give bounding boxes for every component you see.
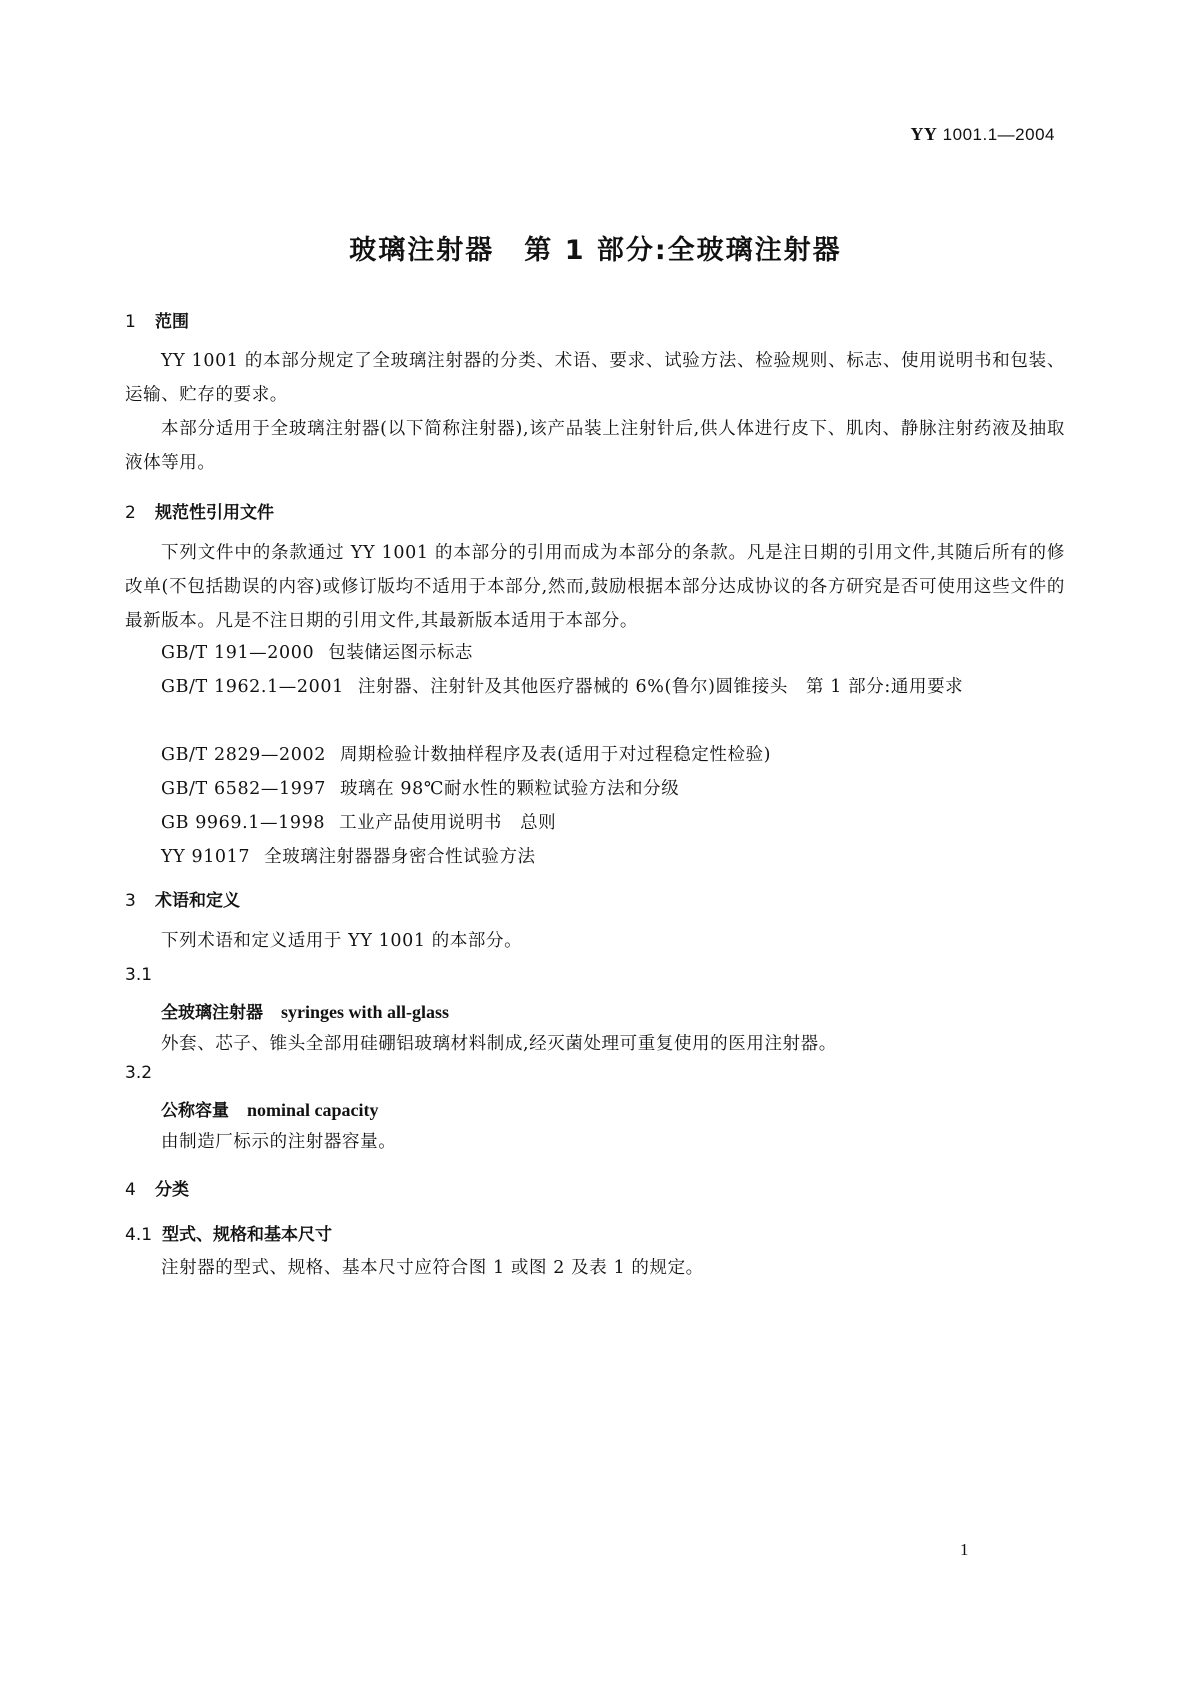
page-number: 1 — [960, 1540, 969, 1559]
section-2-intro: 下列文件中的条款通过 YY 1001 的本部分的引用而成为本部分的条款。凡是注日期的引用文件,其随后所有的修改单(不包括勘误的内容)或修订版均不适用于本部分,然而,鼓励根据本部分达成协议的各方研究是否可使用这些文件的最新版本。凡是不注日期的引用文件,其最新版本适用于本部分。 — [125, 543, 1065, 631]
reference-item: YY 91017 全玻璃注射器器身密合性试验方法 — [161, 847, 536, 867]
term-number: 3.1 — [125, 965, 153, 985]
standard-number: 1001.1—2004 — [942, 125, 1055, 144]
title-part: 第 1 部分:全玻璃注射器 — [524, 235, 842, 266]
section-3-intro: 下列术语和定义适用于 YY 1001 的本部分。 — [161, 931, 523, 951]
term-heading: 公称容量 nominal capacity — [161, 1100, 379, 1121]
reference-item: GB/T 1962.1—2001 注射器、注射针及其他医疗器械的 6%(鲁尔)圆锥接头 第 1 部分:通用要求 — [161, 677, 964, 697]
section-3-heading: 3 术语和定义 — [125, 891, 240, 911]
term-definition: 由制造厂标示的注射器容量。 — [161, 1132, 397, 1152]
subsection-4-1-heading: 4.1 型式、规格和基本尺寸 — [125, 1225, 333, 1245]
section-1-paragraph-2: 本部分适用于全玻璃注射器(以下简称注射器),该产品装上注射针后,供人体进行皮下、肌肉、静脉注射药液及抽取液体等用。 — [125, 419, 1065, 473]
term-number: 3.2 — [125, 1063, 153, 1083]
document-title — [0, 228, 1191, 267]
section-2-heading: 2 规范性引用文件 — [125, 503, 274, 523]
section-1-heading: 1 范围 — [125, 312, 189, 332]
section-4-heading: 4 分类 — [125, 1180, 189, 1200]
reference-item: GB/T 2829—2002 周期检验计数抽样程序及表(适用于对过程稳定性检验) — [161, 745, 772, 765]
section-1-paragraph-1: YY 1001 的本部分规定了全玻璃注射器的分类、术语、要求、试验方法、检验规则、标志、使用说明书和包装、运输、贮存的要求。 — [125, 351, 1065, 405]
standard-code — [910, 124, 1055, 145]
reference-item: GB/T 6582—1997 玻璃在 98℃耐水性的颗粒试验方法和分级 — [161, 779, 680, 799]
reference-item: GB 9969.1—1998 工业产品使用说明书 总则 — [161, 813, 557, 833]
title-main: 玻璃注射器 — [349, 235, 495, 266]
standard-prefix: YY — [910, 124, 938, 144]
term-heading: 全玻璃注射器 syringes with all-glass — [161, 1002, 450, 1023]
term-definition: 外套、芯子、锥头全部用硅硼铝玻璃材料制成,经灭菌处理可重复使用的医用注射器。 — [161, 1034, 837, 1054]
reference-item: GB/T 191—2000 包装储运图示标志 — [161, 643, 474, 663]
subsection-4-1-text: 注射器的型式、规格、基本尺寸应符合图 1 或图 2 及表 1 的规定。 — [161, 1258, 704, 1278]
